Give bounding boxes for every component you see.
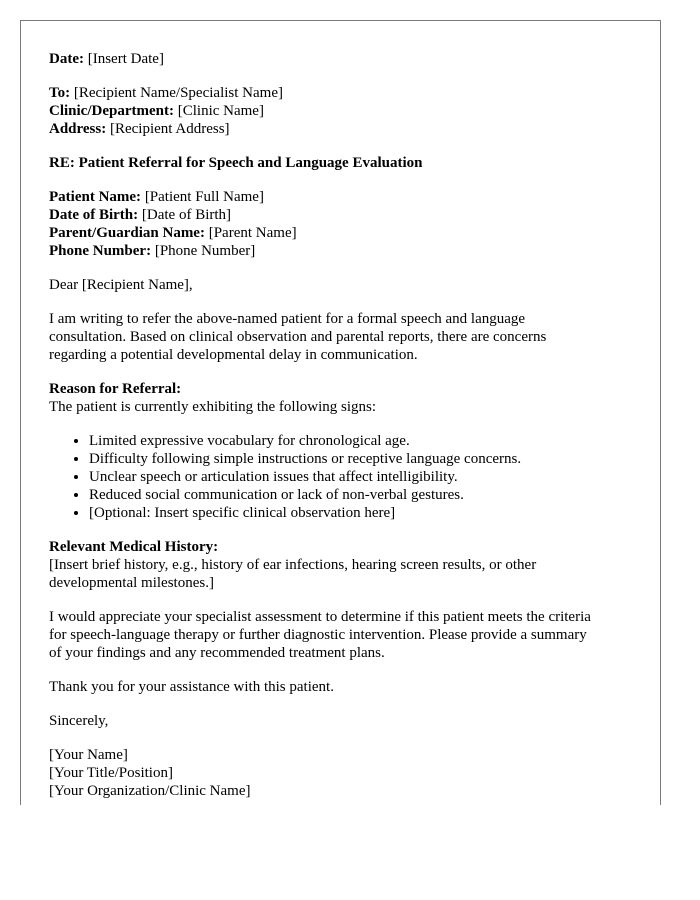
thanks-line: Thank you for your assistance with this patient. xyxy=(49,679,334,695)
subject-line: RE: Patient Referral for Speech and Language Evaluation xyxy=(49,155,423,171)
patient-name-value: [Patient Full Name] xyxy=(144,189,264,205)
signature-block xyxy=(49,746,632,800)
history-line: [Insert brief history, e.g., history of ear infections, hearing screen results, or other xyxy=(49,557,537,573)
salutation: Dear [Recipient Name], xyxy=(49,277,193,293)
date-label: Date: xyxy=(49,51,84,67)
address-label: Address: xyxy=(49,121,107,137)
guardian-value: [Parent Name] xyxy=(208,225,297,241)
address-value: [Recipient Address] xyxy=(109,121,230,137)
reason-lead: The patient is currently exhibiting the following signs: xyxy=(49,399,377,415)
request-paragraph xyxy=(49,608,632,662)
dob-value: [Date of Birth] xyxy=(141,207,232,223)
referral-letter xyxy=(20,20,661,805)
signature-name: [Your Name] xyxy=(49,747,128,763)
reason-heading: Reason for Referral: xyxy=(49,381,182,397)
patient-name-line xyxy=(49,188,632,206)
patient-name-label: Patient Name: xyxy=(49,189,142,205)
recipient-block xyxy=(49,84,632,138)
signature-title: [Your Title/Position] xyxy=(49,765,173,781)
clinic-line xyxy=(49,102,632,120)
intro-line: regarding a potential developmental delay in communication. xyxy=(49,347,418,363)
date-value: [Insert Date] xyxy=(87,51,164,67)
to-value: [Recipient Name/Specialist Name] xyxy=(73,85,283,101)
closing-line: Sincerely, xyxy=(49,713,109,729)
phone-value: [Phone Number] xyxy=(154,243,256,259)
reason-section xyxy=(49,380,632,522)
to-line xyxy=(49,84,632,102)
list-item: • Limited expressive vocabulary for chronological age. xyxy=(89,432,632,450)
request-line: I would appreciate your specialist assessment to determine if this patient meets the criteria xyxy=(49,609,591,625)
request-line: for speech-language therapy or further diagnostic intervention. Please provide a summary xyxy=(49,627,587,643)
request-line: of your findings and any recommended treatment plans. xyxy=(49,645,385,661)
date-line xyxy=(49,50,632,68)
intro-line: consultation. Based on clinical observation and parental reports, there are concerns xyxy=(49,329,547,345)
history-heading: Relevant Medical History: xyxy=(49,539,219,555)
patient-block xyxy=(49,188,632,260)
intro-paragraph xyxy=(49,310,632,364)
list-item: • [Optional: Insert specific clinical observation here] xyxy=(89,504,632,522)
clinic-value: [Clinic Name] xyxy=(177,103,264,119)
history-section xyxy=(49,538,632,592)
dob-line xyxy=(49,206,632,224)
list-item: • Reduced social communication or lack of non-verbal gestures. xyxy=(89,486,632,504)
phone-label: Phone Number: xyxy=(49,243,152,259)
phone-line xyxy=(49,242,632,260)
guardian-line xyxy=(49,224,632,242)
history-line: developmental milestones.] xyxy=(49,575,214,591)
clinic-label: Clinic/Department: xyxy=(49,103,174,119)
signature-organization: [Your Organization/Clinic Name] xyxy=(49,783,251,799)
dob-label: Date of Birth: xyxy=(49,207,139,223)
date-block xyxy=(49,50,632,68)
signs-list xyxy=(49,432,632,522)
list-item: • Difficulty following simple instructions or receptive language concerns. xyxy=(89,450,632,468)
guardian-label: Parent/Guardian Name: xyxy=(49,225,205,241)
address-line xyxy=(49,120,632,138)
list-item: • Unclear speech or articulation issues that affect intelligibility. xyxy=(89,468,632,486)
intro-line: I am writing to refer the above-named patient for a formal speech and language xyxy=(49,311,526,327)
to-label: To: xyxy=(49,85,71,101)
